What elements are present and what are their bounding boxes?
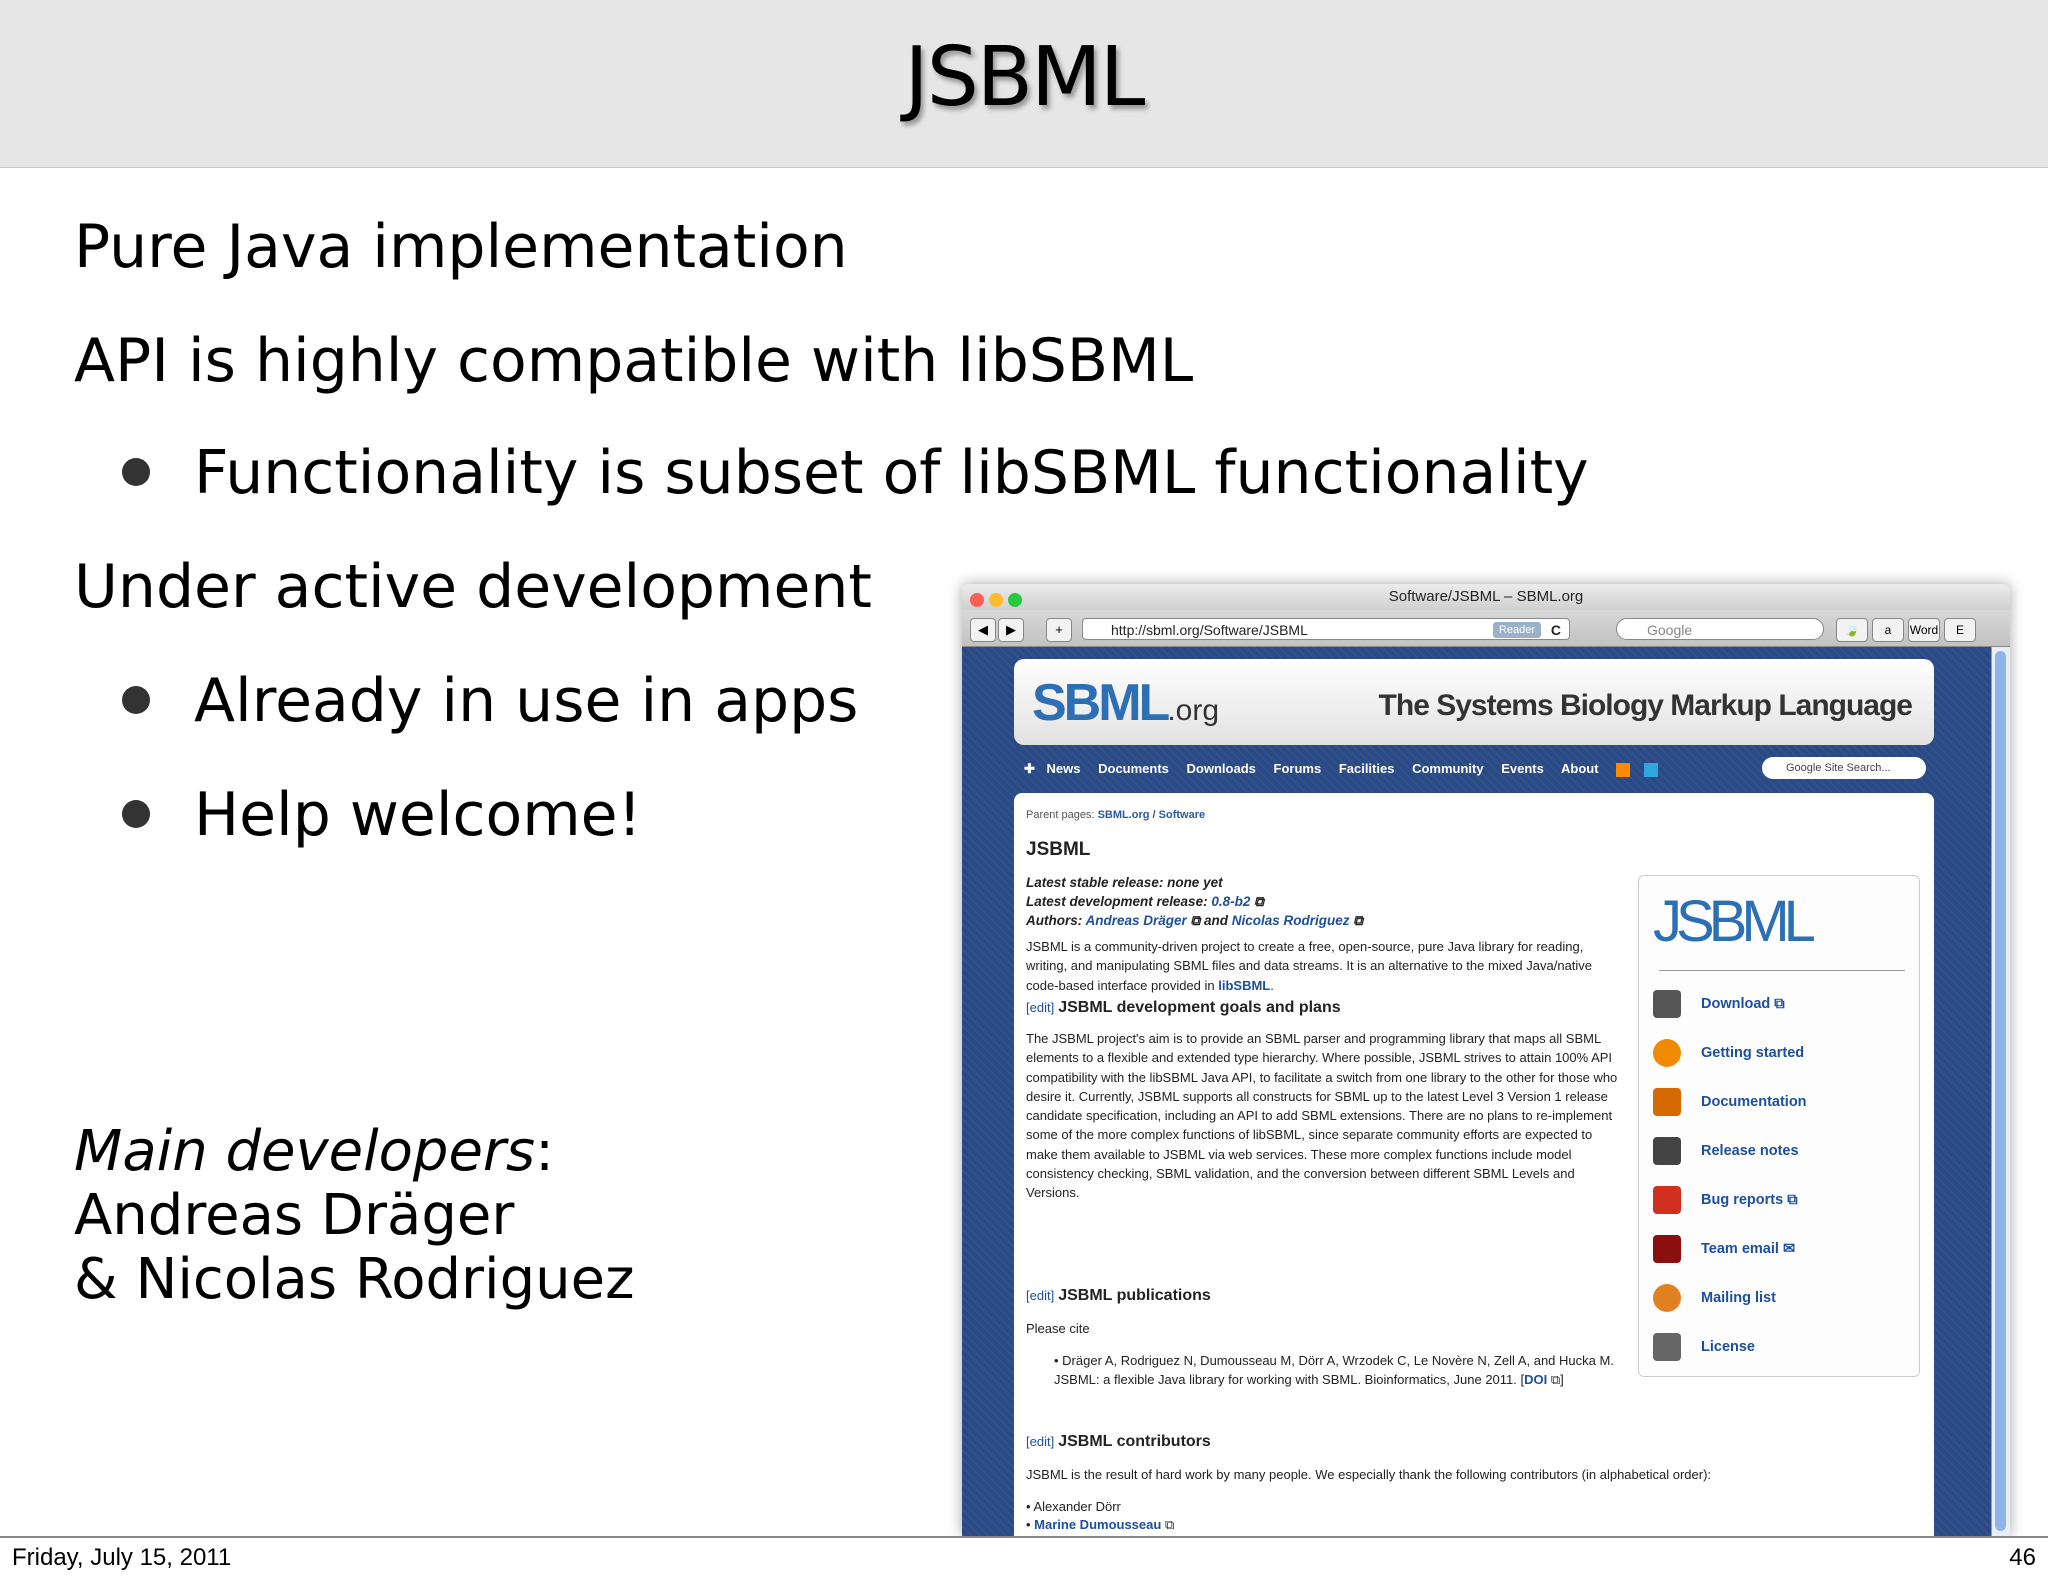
site-tagline: The Systems Biology Markup Language [1378,689,1912,722]
forward-button[interactable]: ▶ [998,618,1024,642]
reload-icon[interactable]: C [1550,622,1561,638]
sidebox-documentation[interactable]: Documentation [1653,1086,1807,1118]
citation: • Dräger A, Rodriguez N, Dumousseau M, Dörr A, Wrzodek C, Le Novère N, Zell A, and Hucka M. JSBML: a flexible Java library for working with SBML. Bioinformatics, June 2011. [DOI ⧉] [1054,1353,1614,1388]
developers-label: Main developers [74,1119,536,1184]
sidebox-download[interactable]: Download ⧉ [1653,988,1785,1020]
nav-documents[interactable]: Documents [1098,761,1169,776]
evernote-extension-icon[interactable]: E [1944,618,1976,642]
contributor-item: • Alexander Dörr [1026,1499,1121,1514]
rss-icon[interactable] [1616,763,1630,777]
libsbml-link[interactable]: libSBML [1218,977,1271,993]
url-field[interactable]: http://sbml.org/Software/JSBML Reader C [1082,618,1570,640]
bullet-dot-icon [122,686,150,714]
author-1-link[interactable]: Andreas Dräger [1085,913,1187,928]
amazon-extension-icon[interactable]: a [1872,618,1904,642]
nav-news[interactable]: News [1046,761,1081,776]
release-notes-icon [1653,1137,1681,1165]
edit-link[interactable]: [edit] [1026,1000,1055,1015]
breadcrumb-link[interactable]: SBML.org / Software [1097,809,1206,821]
bullet-pure-java: Pure Java implementation [74,212,848,282]
bullet-api-compatible: API is highly compatible with libSBML [74,326,1194,396]
bullet-dot-icon [122,800,150,828]
google-search-field[interactable]: Google [1616,618,1824,640]
contributors-heading: [edit] JSBML contributors [1026,1433,1211,1450]
jsbml-logo: JSBML [1653,889,1810,954]
dev-release-link[interactable]: 0.8-b2 [1211,894,1251,909]
nav-community[interactable]: Community [1412,761,1484,776]
edit-link[interactable]: [edit] [1026,1434,1055,1449]
slide-footer [0,1536,2048,1578]
goals-heading: [edit] JSBML development goals and plans [1026,999,1341,1016]
bullet-active-development: Under active development [74,552,872,622]
nav-about[interactable]: About [1560,761,1599,776]
breadcrumb: Parent pages: SBML.org / Software [1026,809,1206,821]
nav-downloads[interactable]: Downloads [1186,761,1256,776]
nav-events[interactable]: Events [1501,761,1544,776]
contributor-item: • Marine Dumousseau ⧉ [1026,1517,1175,1532]
site-banner [1014,659,1934,745]
developers-block: Main developers: Andreas Dräger & Nicolas Rodriguez [74,1119,635,1312]
site-search-input[interactable]: Google Site Search... [1762,757,1926,779]
sidebox-getting-started[interactable]: Getting started [1653,1037,1804,1069]
bullet-help-welcome: Help welcome! [194,780,642,850]
page-title: JSBML [1026,839,1091,860]
developer-2: & Nicolas Rodriguez [74,1247,635,1312]
chat-bubble-icon [1653,1284,1681,1312]
slide-title: JSBML [904,30,1144,125]
web-page [962,647,1992,1536]
contributor-link[interactable]: Marine Dumousseau [1034,1517,1162,1532]
release-info: Latest stable release: none yet Latest development release: 0.8-b2 ⧉ Authors: Andreas Dräger ⧉ and Nicolas Rodriguez ⧉ [1026,875,1363,928]
add-bookmark-button[interactable]: + [1046,618,1072,642]
please-cite: Please cite [1026,1321,1090,1336]
intro-paragraph: JSBML is a community-driven project to create a free, open-source, pure Java library for reading, writing, and manipulating SBML files and data streams. It is an alternative to the mixed Java/native code-based interface provided in libSBML. [1026,939,1593,993]
site-nav [1024,761,1672,777]
goals-paragraph: The JSBML project's aim is to provide an SBML parser and programming library that maps all SBML elements to a flexible and extended type hierarchy. Where possible, JSBML strives to attain 100% API compatibility with the libSBML Java API, to facilitate a switch from one library to the other for those who desire it. Currently, JSBML supports all constructs for SBML up to the latest Level 3 Version 1 release candidate specification, including an API to add SBML extensions. There are no plans to re-implement some of the more complex functions of libSBML, since separate community efforts are expected to make them available to JSBML via web services. These more complex functions include model consistency checking, SBML validation, and the conversion between different SBML Levels and Versions. [1026,1031,1618,1201]
books-icon [1653,1088,1681,1116]
sidebox-mailing-list[interactable]: Mailing list [1653,1282,1776,1314]
window-title: Software/JSBML – SBML.org [1388,588,1584,605]
nav-home-icon[interactable]: ✚ [1024,761,1035,776]
reader-button[interactable]: Reader [1493,622,1541,638]
sidebox-license[interactable]: License [1653,1331,1755,1363]
envelope-icon [1653,1235,1681,1263]
page-number: 46 [2009,1544,2036,1571]
sidebox-bug-reports[interactable]: Bug reports ⧉ [1653,1184,1798,1216]
developer-1: Andreas Dräger [74,1183,515,1248]
browser-toolbar [962,610,2010,647]
zoom-window-button[interactable] [1008,593,1022,607]
browser-window [962,584,2010,1536]
bullet-in-use: Already in use in apps [194,666,858,736]
minimize-window-button[interactable] [989,593,1003,607]
footer-date: Friday, July 15, 2011 [12,1544,232,1571]
nav-facilities[interactable]: Facilities [1338,761,1395,776]
sidebox-divider [1659,970,1905,971]
contributors-paragraph: JSBML is the result of hard work by many people. We especially thank the following contributors (in alphabetical order): [1026,1467,1712,1482]
sidebox-release-notes[interactable]: Release notes [1653,1135,1799,1167]
doi-link[interactable]: DOI [1524,1372,1548,1388]
bullet-functionality-subset: Functionality is subset of libSBML functionality [194,438,1589,508]
edit-link[interactable]: [edit] [1026,1288,1055,1303]
thumbs-down-icon [1653,1186,1681,1214]
slide-header [0,0,2048,168]
nav-forums[interactable]: Forums [1273,761,1322,776]
license-document-icon [1653,1333,1681,1361]
author-2-link[interactable]: Nicolas Rodriguez [1231,913,1350,928]
browser-titlebar [962,584,2010,610]
floppy-disk-icon [1653,990,1681,1018]
sidebox-team-email[interactable]: Team email ✉ [1653,1233,1795,1265]
sbml-logo[interactable]: SBML.org [1032,674,1220,732]
scrollbar-thumb[interactable] [1995,651,2006,1531]
page-content [1014,793,1934,1536]
page-scrollbar[interactable] [1991,647,2010,1536]
publications-heading: [edit] JSBML publications [1026,1287,1211,1304]
close-window-button[interactable] [970,593,984,607]
bullet-dot-icon [122,458,150,486]
word-extension-icon[interactable]: Word [1908,618,1940,642]
help-icon [1653,1039,1681,1067]
twitter-icon[interactable] [1644,763,1658,777]
jsbml-sidebox [1638,875,1920,1377]
leaf-extension-icon[interactable]: 🍃 [1836,618,1868,642]
back-button[interactable]: ◀ [970,618,996,642]
